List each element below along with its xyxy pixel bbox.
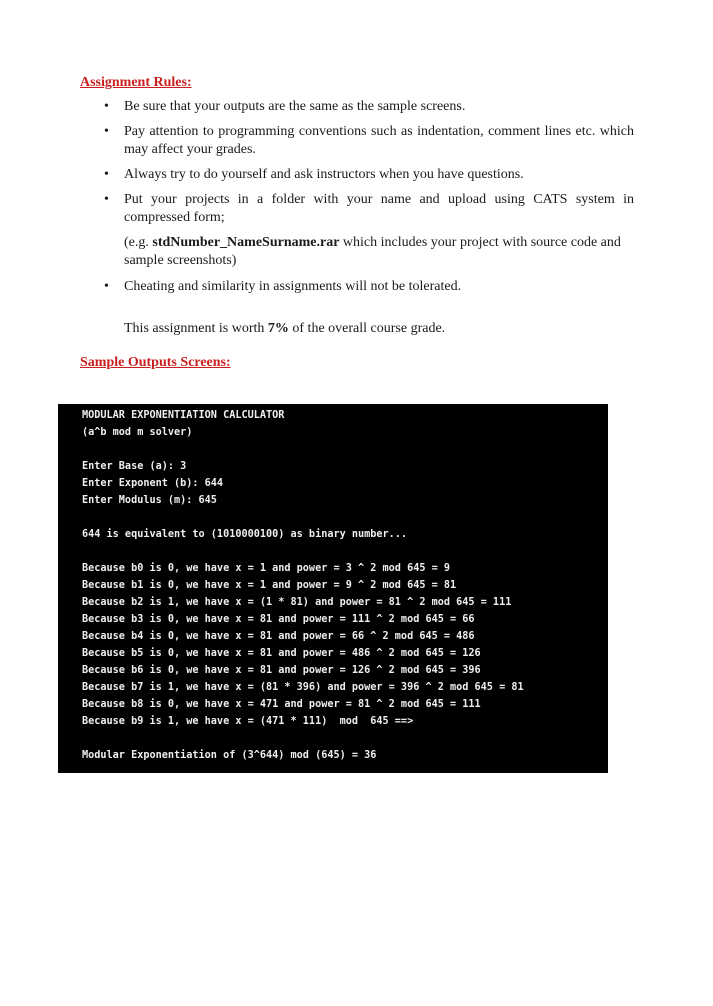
terminal-step-line: Because b4 is 0, we have x = 81 and power = 66 ^ 2 mod 645 = 486 <box>82 631 475 642</box>
rule-text: Be sure that your outputs are the same as the sample screens. <box>124 99 466 114</box>
bullet-icon: • <box>104 167 109 182</box>
terminal-subtitle: (a^b mod m solver) <box>82 427 193 438</box>
rule-text: Put your projects in a folder with your name and upload using CATS system in compressed form; <box>124 192 634 225</box>
terminal-input-exponent: Enter Exponent (b): 644 <box>82 478 224 489</box>
bullet-icon: • <box>104 192 109 207</box>
terminal-step-line: Because b0 is 0, we have x = 1 and power = 3 ^ 2 mod 645 = 9 <box>82 563 451 574</box>
terminal-step-line: Because b7 is 1, we have x = (81 * 396) and power = 396 ^ 2 mod 645 = 81 <box>82 682 524 693</box>
terminal-input-base: Enter Base (a): 3 <box>82 461 187 472</box>
sample-outputs-heading: Sample Outputs Screens: <box>80 355 231 370</box>
assignment-rules-list <box>104 98 634 303</box>
worth-suffix: of the overall course grade. <box>288 321 446 336</box>
terminal-input-modulus: Enter Modulus (m): 645 <box>82 495 217 506</box>
terminal-blank-line <box>82 509 608 526</box>
submission-example-note <box>104 234 634 270</box>
terminal-step-line: Because b9 is 1, we have x = (471 * 111) mod 645 ==> <box>82 716 414 727</box>
terminal-blank-line <box>82 441 608 458</box>
worth-prefix: This assignment is worth <box>124 321 268 336</box>
terminal-step-line: Because b2 is 1, we have x = (1 * 81) and power = 81 ^ 2 mod 645 = 111 <box>82 597 512 608</box>
terminal-screenshot <box>58 404 608 773</box>
note-suffix: which includes your project with source code and sample screenshots) <box>124 235 621 268</box>
terminal-result-line: Modular Exponentiation of (3^644) mod (645) = 36 <box>82 750 377 761</box>
terminal-blank-line <box>82 543 608 560</box>
grade-worth-text <box>124 321 445 337</box>
bullet-icon: • <box>104 279 109 294</box>
terminal-blank-line <box>82 730 608 747</box>
terminal-title: MODULAR EXPONENTIATION CALCULATOR <box>82 410 285 421</box>
rule-item <box>104 98 634 116</box>
assignment-rules-heading: Assignment Rules: <box>80 75 192 90</box>
rule-item <box>104 166 634 184</box>
terminal-binary-line: 644 is equivalent to (1010000100) as binary number... <box>82 529 408 540</box>
terminal-step-line: Because b1 is 0, we have x = 1 and power = 9 ^ 2 mod 645 = 81 <box>82 580 457 591</box>
terminal-step-line: Because b3 is 0, we have x = 81 and power = 111 ^ 2 mod 645 = 66 <box>82 614 475 625</box>
worth-percent: 7% <box>267 321 289 336</box>
rule-text: Cheating and similarity in assignments will not be tolerated. <box>124 279 462 294</box>
terminal-step-line: Because b8 is 0, we have x = 471 and power = 81 ^ 2 mod 645 = 111 <box>82 699 481 710</box>
rule-item <box>104 278 634 296</box>
terminal-step-line: Because b6 is 0, we have x = 81 and power = 126 ^ 2 mod 645 = 396 <box>82 665 481 676</box>
bullet-icon: • <box>104 124 109 139</box>
note-prefix: (e.g. <box>124 235 153 250</box>
rule-item <box>104 191 634 227</box>
rule-text: Always try to do yourself and ask instructors when you have questions. <box>124 167 524 182</box>
note-filename: stdNumber_NameSurname.rar <box>152 235 340 250</box>
rule-item <box>104 123 634 159</box>
rule-text: Pay attention to programming conventions such as indentation, comment lines etc. which may affect your grades. <box>124 124 634 157</box>
terminal-step-line: Because b5 is 0, we have x = 81 and power = 486 ^ 2 mod 645 = 126 <box>82 648 481 659</box>
bullet-icon: • <box>104 99 109 114</box>
